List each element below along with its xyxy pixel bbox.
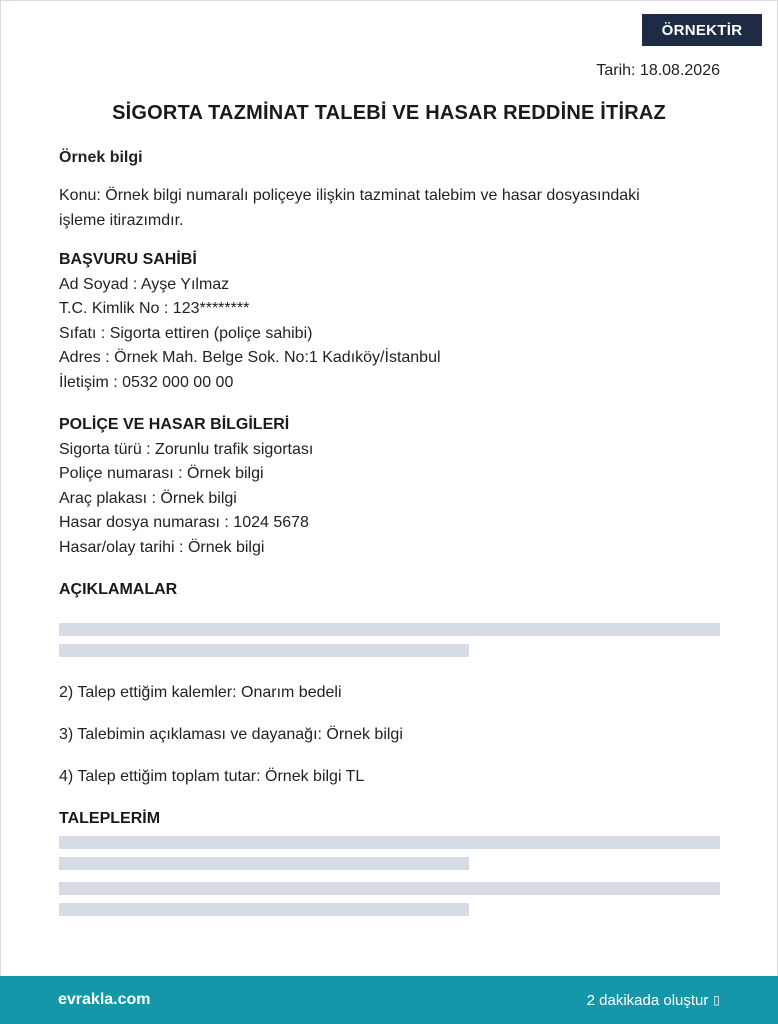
create-cta-link[interactable] [587, 992, 720, 1009]
brand-link[interactable]: evrakla.com [58, 991, 151, 1008]
explanations-heading: AÇIKLAMALAR [59, 581, 178, 598]
redacted-text-bar [59, 882, 720, 895]
redacted-text-bar [59, 903, 469, 916]
explanation-item: 3) Talebimin açıklaması ve dayanağı: Örnek bilgi [59, 726, 403, 743]
applicant-contact: İletişim : 0532 000 00 00 [59, 373, 234, 391]
explanation-item: 4) Talep ettiğim toplam tutar: Örnek bilgi TL [59, 768, 365, 785]
applicant-name: Ad Soyad : Ayşe Yılmaz [59, 275, 230, 293]
policy-heading: POLİÇE VE HASAR BİLGİLERİ [59, 416, 290, 433]
redacted-text-bar [59, 857, 469, 870]
applicant-role: Sıfatı : Sigorta ettiren (poliçe sahibi) [59, 324, 313, 342]
requests-heading: TALEPLERİM [59, 810, 161, 827]
redacted-text-bar [59, 836, 720, 849]
redacted-text-bar [59, 623, 720, 636]
arrow-icon: ▯ [713, 993, 720, 1007]
explanations-section [59, 578, 721, 603]
cta-label: 2 dakikada oluştur [586, 991, 709, 1009]
claim-file-number: Hasar dosya numarası : 1024 5678 [59, 514, 309, 531]
insurance-type: Sigorta türü : Zorunlu trafik sigortası [59, 440, 314, 458]
incident-date: Hasar/olay tarihi : Örnek bilgi [59, 538, 265, 556]
sample-badge: ÖRNEKTİR [642, 14, 762, 46]
policy-section [59, 413, 721, 560]
subject-paragraph [59, 184, 721, 233]
document-title: SİGORTA TAZMİNAT TALEBİ VE HASAR REDDİNE İTİRAZ [112, 102, 666, 124]
applicant-id: T.C. Kimlik No : 123******** [59, 300, 250, 317]
applicant-heading: BAŞVURU SAHİBİ [59, 251, 197, 268]
subject-line: işleme itirazımdır. [59, 211, 184, 229]
document-date: Tarih: 18.08.2026 [596, 62, 720, 79]
policy-number: Poliçe numarası : Örnek bilgi [59, 465, 264, 482]
footer-banner [0, 976, 778, 1024]
redacted-text-bar [59, 644, 469, 657]
vehicle-plate: Araç plakası : Örnek bilgi [59, 489, 237, 507]
salutation: Örnek bilgi [59, 149, 143, 166]
requests-section [59, 807, 721, 832]
applicant-section [59, 248, 721, 395]
subject-line: Konu: Örnek bilgi numaralı poliçeye ilişkin tazminat talebim ve hasar dosyasındaki [59, 187, 640, 204]
applicant-address: Adres : Örnek Mah. Belge Sok. No:1 Kadıköy/İstanbul [59, 349, 441, 366]
explanation-item: 2) Talep ettiğim kalemler: Onarım bedeli [59, 684, 342, 701]
